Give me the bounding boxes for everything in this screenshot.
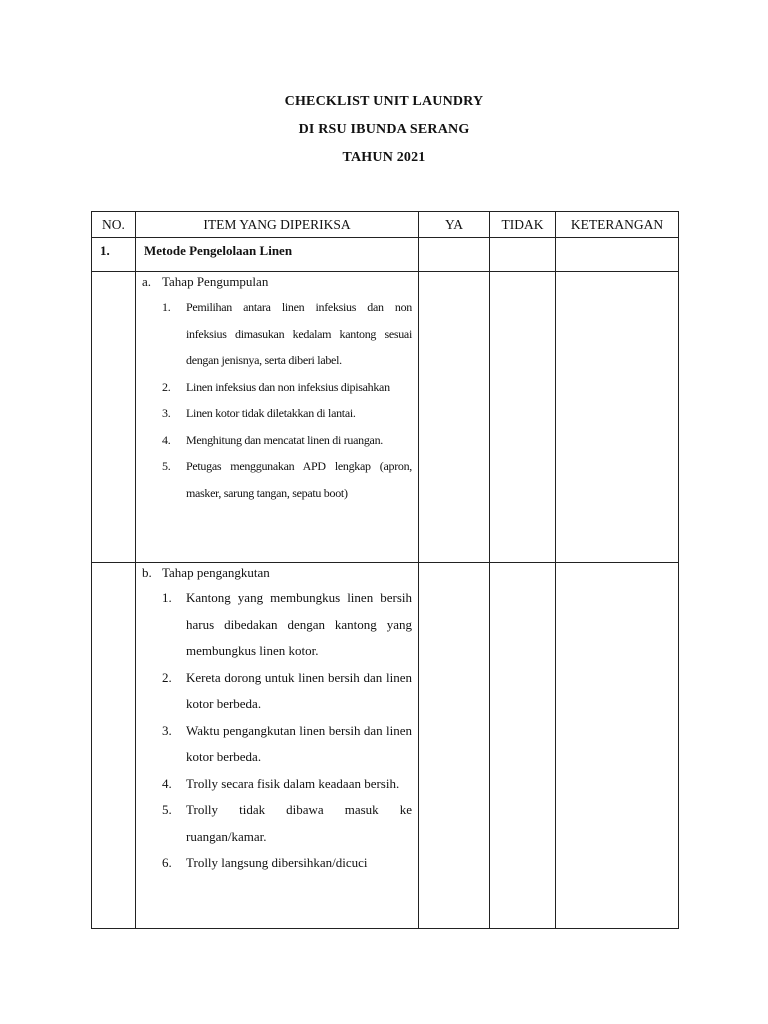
item-number: 3. <box>162 406 171 420</box>
tidak-cell[interactable] <box>490 272 556 563</box>
item-number: 5. <box>162 802 172 817</box>
checklist-table <box>91 211 679 929</box>
title-line-1: CHECKLIST UNIT LAUNDRY <box>284 94 484 109</box>
item-text: Trolly tidak dibawa masuk ke ruangan/kamar. <box>186 802 412 844</box>
item-text: Trolly langsung dibersihkan/dicuci <box>186 855 368 870</box>
column-header-no: NO. <box>92 212 136 238</box>
item-text: Waktu pengangkutan linen bersih dan linen kotor berbeda. <box>186 722 412 764</box>
subsection-title: Tahap Pengumpulan <box>162 274 269 289</box>
list-item <box>136 771 412 798</box>
title-line-3: TAHUN 2021 <box>342 150 426 165</box>
item-text: Linen infeksius dan non infeksius dipisahkan <box>186 379 390 394</box>
ya-cell[interactable] <box>419 563 490 929</box>
list-item <box>136 400 412 427</box>
item-text: Linen kotor tidak diletakkan di lantai. <box>186 406 356 420</box>
no-cell <box>92 272 136 563</box>
list-item <box>136 374 412 401</box>
item-text: Menghitung dan mencatat linen di ruangan. <box>186 432 383 447</box>
item-number: 2. <box>162 379 171 394</box>
column-header-ya: YA <box>419 212 490 238</box>
document-title <box>0 92 768 176</box>
item-number: 1. <box>162 590 172 605</box>
table-row <box>92 272 679 563</box>
list-item <box>136 718 412 771</box>
keterangan-cell[interactable] <box>556 563 679 929</box>
item-number: 5. <box>162 459 171 473</box>
list-item <box>136 427 412 454</box>
keterangan-cell[interactable] <box>556 238 679 272</box>
item-text: Petugas menggunakan APD lengkap (apron, masker, sarung tangan, sepatu boot) <box>186 459 412 500</box>
item-text: Kantong yang membungkus linen bersih harus dibedakan dengan kantong yang membungkus linen kotor. <box>186 590 412 658</box>
subsection-letter: a. <box>142 274 152 289</box>
keterangan-cell[interactable] <box>556 272 679 563</box>
list-item <box>136 585 412 665</box>
item-text: Kereta dorong untuk linen bersih dan linen kotor berbeda. <box>186 669 412 711</box>
item-number: 6. <box>162 855 172 870</box>
subsection-heading <box>136 563 412 585</box>
no-cell <box>92 563 136 929</box>
section-title: Metode Pengelolaan Linen <box>136 238 419 272</box>
table-row <box>92 563 679 929</box>
item-number: 1. <box>162 300 171 314</box>
list-item <box>136 665 412 718</box>
item-text: Trolly secara fisik dalam keadaan bersih. <box>186 775 400 791</box>
item-number: 3. <box>162 722 172 738</box>
subsection-letter: b. <box>142 565 152 580</box>
tidak-cell[interactable] <box>490 563 556 929</box>
column-header-keterangan: KETERANGAN <box>556 212 679 238</box>
list-item <box>136 850 412 877</box>
item-number: 4. <box>162 432 171 447</box>
item-text: Pemilihan antara linen infeksius dan non infeksius dimasukan kedalam kantong sesuai dengan jenisnya, serta diberi label. <box>186 300 412 367</box>
subsection-heading <box>136 272 412 294</box>
section-row <box>92 238 679 272</box>
ya-cell[interactable] <box>419 272 490 563</box>
list-item <box>136 453 412 506</box>
list-item <box>136 797 412 850</box>
column-header-item: ITEM YANG DIPERIKSA <box>136 212 419 238</box>
item-list <box>136 585 412 877</box>
tidak-cell[interactable] <box>490 238 556 272</box>
list-item <box>136 294 412 374</box>
item-list <box>136 294 412 506</box>
subsection-title: Tahap pengangkutan <box>162 565 270 580</box>
title-line-2: DI RSU IBUNDA SERANG <box>298 122 470 137</box>
section-number: 1. <box>92 238 136 272</box>
table-header-row <box>92 212 679 238</box>
ya-cell[interactable] <box>419 238 490 272</box>
item-number: 4. <box>162 775 172 791</box>
column-header-tidak: TIDAK <box>490 212 556 238</box>
item-number: 2. <box>162 669 172 685</box>
subsection-a <box>136 272 419 563</box>
subsection-b <box>136 563 419 929</box>
